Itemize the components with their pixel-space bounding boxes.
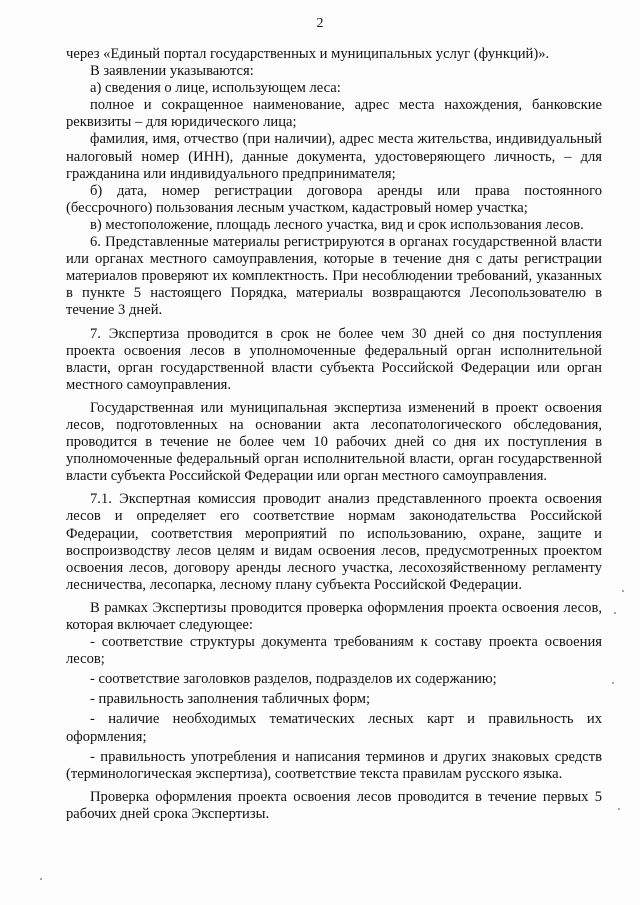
scan-speck — [40, 878, 42, 880]
paragraph: полное и сокращенное наименование, адрес места нахождения, банковские реквизиты – для юридического лица; — [66, 97, 602, 131]
list-item: - правильность заполнения табличных форм; — [90, 691, 371, 708]
scan-speck — [612, 682, 614, 684]
paragraph: Государственная или муниципальная экспертиза изменений в проект освоения лесов, подготовленных на основании акта лесопатологического обследования, проводится в течение не более чем 10 рабочих дней со дня их поступления в уполномоченные федеральный орган исполнительной власти, орган государственной власти субъекта Российской Федерации или орган местного самоуправления. — [66, 399, 602, 485]
paragraph: через «Единый портал государственных и муниципальных услуг (функций)». — [66, 46, 550, 62]
list-item: - соответствие заголовков разделов, подразделов их содержанию; — [90, 671, 497, 688]
paragraph: В заявлении указываются: — [90, 63, 254, 80]
document-body — [66, 46, 602, 823]
list-item: - наличие необходимых тематических лесных карт и правильность их оформления; — [66, 711, 602, 745]
scan-speck — [614, 612, 616, 614]
paragraph: В рамках Экспертизы проводится проверка оформления проекта освоения лесов, которая включает следующее: — [66, 599, 602, 633]
paragraph: 6. Представленные материалы регистрируются в органах государственной власти или органах местного самоуправления, которые в течение дня с даты регистрации материалов проверяют их комплектность. При несоблюдении требований, указанных в пункте 5 настоящего Порядка, материалы возвращаются Лесопользователю в течение 3 дней. — [66, 234, 602, 319]
paragraph: 7.1. Экспертная комиссия проводит анализ представленного проекта освоения лесов и определяет его соответствие нормам законодательства Российской Федерации, соответствия мероприятий по использованию, охране, защите и воспроизводству лесов целям и видам освоения лесов, предусмотренных проектом освоения лесов, договору аренды лесного участка, лесохозяйственному регламенту лесничества, лесопарка, лесному плану субъекта Российской Федерации. — [66, 491, 602, 593]
scan-speck — [618, 808, 620, 810]
paragraph: а) сведения о лице, использующем леса: — [90, 80, 341, 97]
paragraph: фамилия, имя, отчество (при наличии), адрес места жительства, индивидуальный налоговый номер (ИНН), данные документа, удостоверяющего личность, – для гражданина или индивидуального предпринимателя; — [66, 131, 602, 182]
page-number: 2 — [316, 16, 324, 31]
list-item: - правильность употребления и написания терминов и других знаковых средств (терминологическая экспертиза), соответствие текста правилам русского языка. — [66, 748, 602, 782]
paragraph: б) дата, номер регистрации договора аренды или права постоянного (бессрочного) пользования лесным участком, кадастровый номер участка; — [66, 182, 602, 216]
list-item: - соответствие структуры документа требованиям к составу проекта освоения лесов; — [66, 634, 602, 668]
paragraph: в) местоположение, площадь лесного участка, вид и срок использования лесов. — [90, 216, 584, 233]
scan-speck — [622, 590, 624, 592]
paragraph: 7. Экспертиза проводится в срок не более чем 30 дней со дня поступления проекта освоения лесов в уполномоченные федеральный орган исполнительной власти, орган государственной власти субъекта Российской Федерации или орган местного самоуправления. — [66, 325, 602, 393]
paragraph: Проверка оформления проекта освоения лесов проводится в течение первых 5 рабочих дней срока Экспертизы. — [66, 788, 602, 822]
